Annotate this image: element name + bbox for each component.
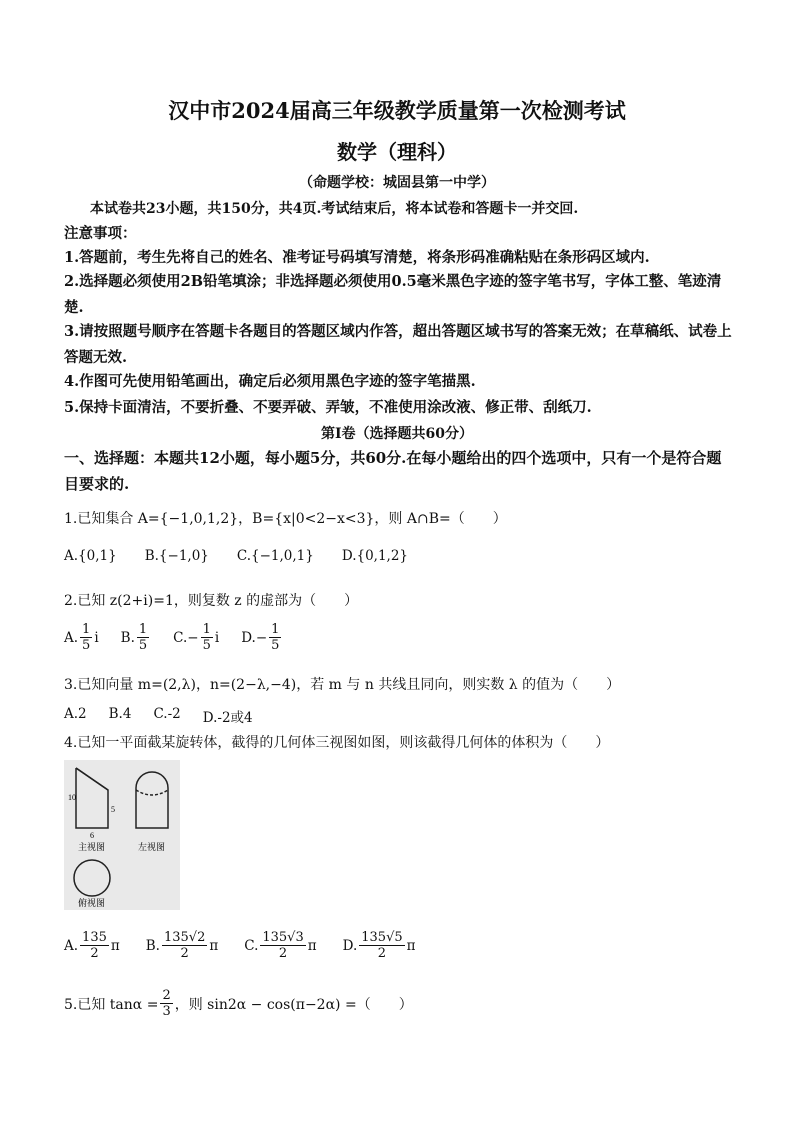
fraction: $\frac{1}{5}$ (202, 622, 211, 653)
question-1-stem: 1.已知集合 A={−1,0,1,2}，B={x|0<2−x<3}，则 A∩B=（ ） (64, 511, 507, 527)
front-view-shape (76, 768, 108, 828)
fraction: $\frac{135√2}{2}$ (163, 930, 206, 961)
q4-option-c[interactable]: C. $\frac{135√3}{2}$ π (244, 930, 317, 961)
fraction: $\frac{135}{2}$ (82, 930, 107, 961)
notice-item-5: 5.保持卡面清洁，不要折叠、不要弄破、弄皱，不准使用涂改液、修正带、刮纸刀. (64, 399, 592, 416)
q2-option-a[interactable]: A. $\frac{1}{5}$ i (64, 622, 99, 653)
fraction: $\frac{135√5}{2}$ (361, 930, 403, 961)
top-view-label: 俯视图 (78, 898, 106, 908)
fraction: $\frac{1}{5}$ (271, 622, 280, 653)
notice-item-2: 2.选择题必须使用2B铅笔填涂；非选择题必须使用0.5毫米黑色字迹的签字笔书写，字体工整、笔迹清楚. (64, 273, 722, 316)
q1-option-a[interactable]: A.{0,1} (64, 548, 117, 564)
front-view-label: 主视图 (78, 842, 106, 852)
question-2-options (64, 622, 283, 653)
question-2-stem: 2.已知 z(2+i)=1，则复数 z 的虚部为（ ） (64, 593, 359, 609)
width-6-label: 6 (90, 831, 94, 840)
top-view-circle (74, 860, 110, 896)
question-4-options (64, 930, 416, 961)
question-3-stem: 3.已知向量 m=(2,λ)，n=(2−λ,−4)，若 m 与 n 共线且同向，则实数 λ 的值为（ ） (64, 677, 621, 693)
q3-option-a[interactable]: A.2 (64, 706, 87, 722)
subject-title: 数学（理科） (337, 140, 457, 164)
notice-item-3: 3.请按照题号顺序在答题卡各题目的答题区域内作答，超出答题区域书写的答案无效；在草稿纸、试卷上答题无效. (64, 323, 732, 366)
height-5-label: 5 (111, 805, 115, 814)
q3-option-b[interactable]: B.4 (108, 706, 132, 722)
notice-item-1: 1.答题前，考生先将自己的姓名、准考证号码填写清楚，将条形码准确粘贴在条形码区域内. (64, 249, 650, 266)
three-view-drawing (64, 760, 180, 910)
section1-heading: 一、选择题：本题共12小题，每小题5分，共60分.在每小题给出的四个选项中，只有一个是符合题目要求的. (64, 449, 722, 493)
fraction: $\frac{135√3}{2}$ (262, 930, 304, 961)
notice-heading: 注意事项： (64, 225, 137, 242)
q4-option-d[interactable]: D. $\frac{135√5}{2}$ π (342, 930, 416, 961)
question-5-stem: 5.已知 tanα = $\frac{2}{3}$ ，则 sin2α − cos(π−2α) =（ ） (64, 988, 413, 1019)
fraction: $\frac{2}{3}$ (162, 988, 171, 1019)
q1-option-d[interactable]: D.{0,1,2} (341, 548, 409, 564)
question-4-stem: 4.已知一平面截某旋转体，截得的几何体三视图如图，则该截得几何体的体积为（ ） (64, 735, 610, 751)
part1-heading: 第Ⅰ卷（选择题共60分） (320, 426, 474, 442)
question-3-options (64, 706, 253, 726)
fraction: $\frac{1}{5}$ (138, 622, 148, 653)
side-view-label: 左视图 (138, 842, 166, 852)
height-10-label: 10 (68, 793, 76, 802)
school-line: （命题学校：城固县第一中学） (299, 175, 495, 191)
q2-option-b[interactable]: B. $\frac{1}{5}$ (120, 622, 148, 653)
three-view-figure (64, 760, 180, 910)
side-view-shape (136, 772, 168, 828)
q3-option-c[interactable]: C.-2 (153, 706, 181, 722)
q1-option-b[interactable]: B.{−1,0} (144, 548, 209, 564)
q4-option-b[interactable]: B. $\frac{135√2}{2}$ π (145, 930, 219, 961)
q1-option-c[interactable]: C.{−1,0,1} (236, 548, 314, 564)
intro-text: 本试卷共23小题，共150分，共4页.考试结束后，将本试卷和答题卡一并交回. (90, 201, 579, 217)
q2-option-c[interactable]: C. − $\frac{1}{5}$ i (173, 622, 220, 653)
notice-item-4: 4.作图可先使用铅笔画出，确定后必须用黑色字迹的签字笔描黑. (64, 373, 476, 390)
question-1-options (64, 548, 408, 564)
fraction: $\frac{1}{5}$ (82, 622, 91, 653)
exam-title: 汉中市2024届高三年级教学质量第一次检测考试 (168, 98, 626, 123)
q4-option-a[interactable]: A. $\frac{135}{2}$ π (64, 930, 120, 961)
q2-option-d[interactable]: D. − $\frac{1}{5}$ (241, 622, 280, 653)
q3-option-d[interactable]: D.-2或4 (202, 710, 253, 726)
